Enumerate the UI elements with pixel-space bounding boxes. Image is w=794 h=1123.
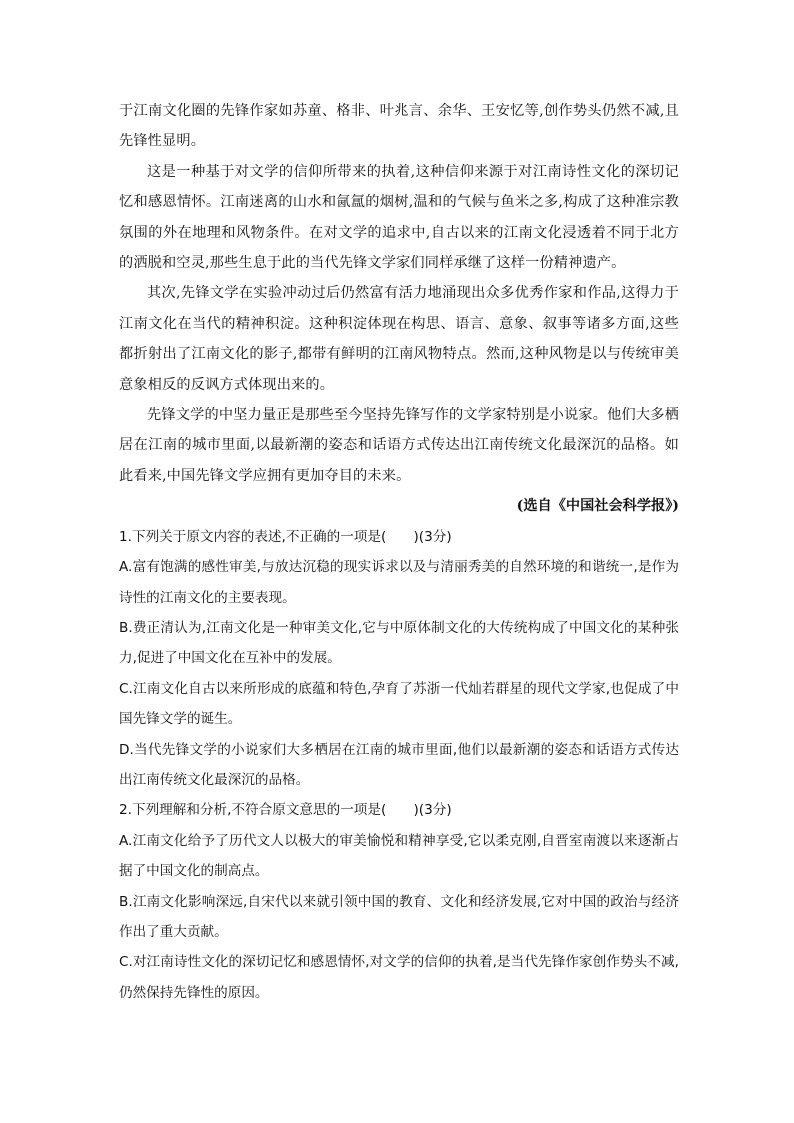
question-option: B.费正清认为,江南文化是一种审美文化,它与中原体制文化的大传统构成了中国文化的某种张力,促进了中国文化在互补中的发展。 bbox=[119, 619, 679, 667]
question-2 bbox=[119, 795, 679, 1008]
question-stem: 1.下列关于原文内容的表述,不正确的一项是( )(3分) bbox=[119, 528, 452, 545]
question-option: A.江南文化给予了历代文人以极大的审美愉悦和精神享受,它以柔克刚,自晋室南渡以来逐渐占据了中国文化的制高点。 bbox=[119, 832, 679, 880]
question-option: A.富有饱满的感性审美,与放达沉稳的现实诉求以及与清丽秀美的自然环境的和谐统一,是作为诗性的江南文化的主要表现。 bbox=[119, 559, 679, 606]
question-option: C.江南文化自古以来所形成的底蕴和特色,孕育了苏浙一代灿若群星的现代文学家,也促成了中国先锋文学的诞生。 bbox=[119, 680, 679, 728]
passage-paragraph-4: 先锋文学的中坚力量正是那些至今坚持先锋写作的文学家特别是小说家。他们大多栖居在江南的城市里面,以最新潮的姿态和话语方式传达出江南传统文化最深沉的品格。如此看来,中国先锋文学应拥有更加夺目的未来。 bbox=[119, 407, 679, 484]
passage-source: (选自《中国社会科学报》) bbox=[516, 498, 679, 515]
passage-paragraph-3: 其次,先锋文学在实验冲动过后仍然富有活力地涌现出众多优秀作家和作品,这得力于江南文化在当代的精神积淀。这种积淀体现在构思、语言、意象、叙事等诸多方面,这些都折射出了江南文化的影子,都带有鲜明的江南风物特点。然而,这种风物是以与传统审美意象相反的反讽方式体现出来的。 bbox=[119, 285, 679, 393]
question-stem: 2.下列理解和分析,不符合原文意思的一项是( )(3分) bbox=[119, 802, 452, 819]
question-option: D.当代先锋文学的小说家们大多栖居在江南的城市里面,他们以最新潮的姿态和话语方式传达出江南传统文化最深沉的品格。 bbox=[119, 741, 679, 788]
question-option: C.对江南诗性文化的深切记忆和感恩情怀,对文学的信仰的执着,是当代先锋作家创作势头不减,仍然保持先锋性的原因。 bbox=[119, 954, 679, 1001]
question-option: B.江南文化影响深远,自宋代以来就引领中国的教育、文化和经济发展,它对中国的政治与经济作出了重大贡献。 bbox=[119, 893, 679, 940]
passage-paragraph-1: 于江南文化圈的先锋作家如苏童、格非、叶兆言、余华、王安忆等,创作势头仍然不减,且先锋性显明。 bbox=[119, 103, 679, 150]
document-page bbox=[119, 96, 679, 1008]
question-1 bbox=[119, 522, 679, 796]
passage-paragraph-2: 这是一种基于对文学的信仰所带来的执着,这种信仰来源于对江南诗性文化的深切记忆和感恩情怀。江南迷离的山水和氤氲的烟树,温和的气候与鱼米之多,构成了这种准宗教氛围的外在地理和风物条件。在对文学的追求中,自古以来的江南文化浸透着不同于北方的洒脱和空灵,那些生息于此的当代先锋文学家们同样承继了这样一份精神遗产。 bbox=[119, 163, 679, 272]
